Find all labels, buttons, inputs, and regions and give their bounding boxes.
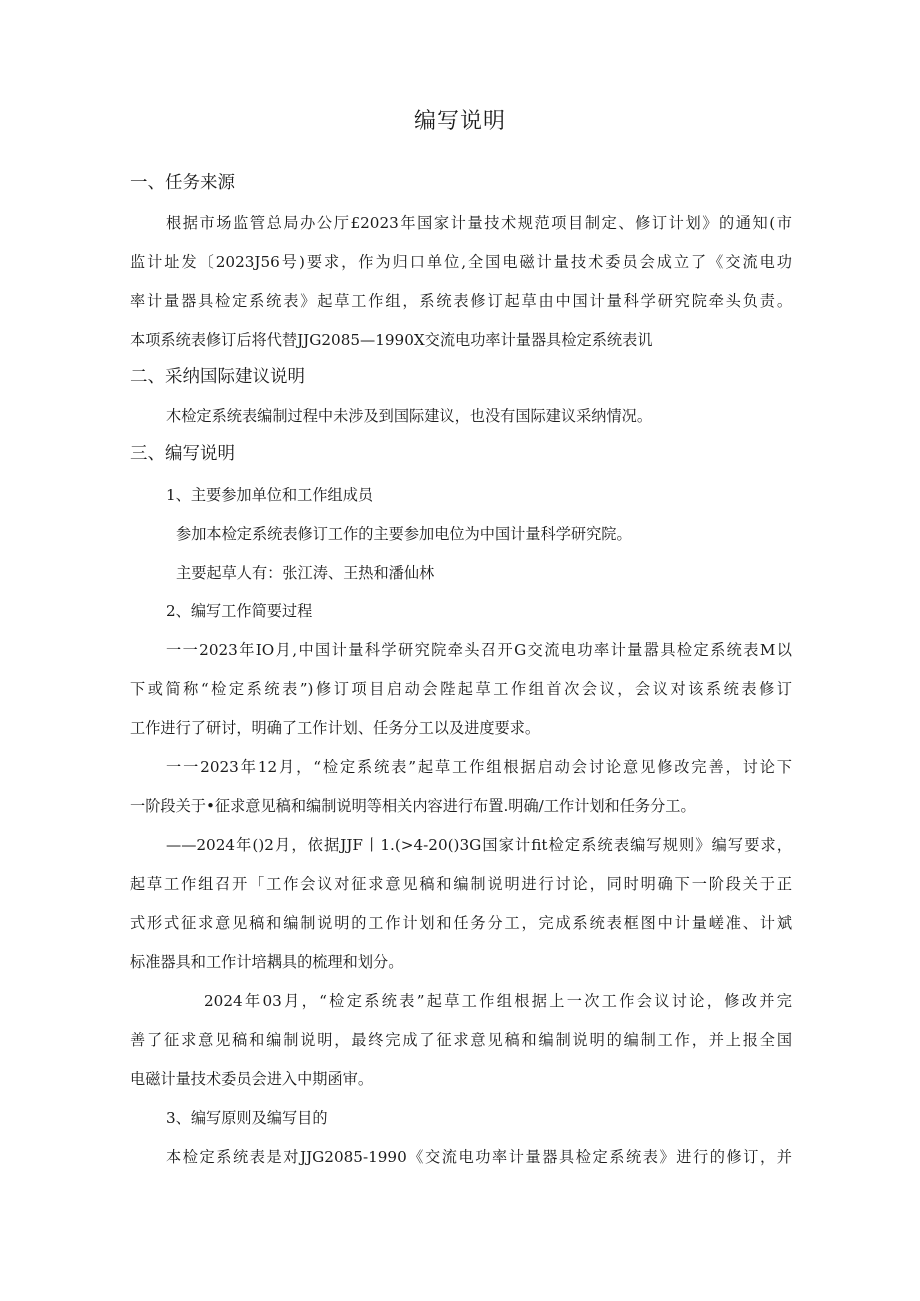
para-c-line-1: ——2024年()2月，依据JJF丨1.(>4-20()3G国家计fit检定系统表编写规则》编写要求， [166, 836, 792, 854]
section-1-heading: 一、任务来源 [130, 173, 235, 193]
para-a-line-3: 工作进行了研讨，明确了工作计划、任务分工以及进度要求。 [130, 719, 541, 737]
para-e-line-1: 本检定系统表是对JJG2085-1990《交流电功率计量器具检定系统表》进行的修订，并 [166, 1148, 792, 1166]
subsection-2-title: 2、编写工作简要过程 [166, 602, 313, 620]
subsection-1-line-1: 参加本检定系统表修订工作的主要参加电位为中国计量科学研究院。 [176, 525, 632, 543]
section-1-line-4: 本项系统表修订后将代替JJG2085—1990X交流电功率计量器具检定系统表讥 [130, 331, 653, 349]
section-2-heading: 二、采纳国际建议说明 [130, 367, 305, 387]
page-title: 编写说明 [413, 109, 506, 134]
para-c-line-2: 起草工作组召开「工作会议对征求意见稿和编制说明进行讨论，同时明确下一阶段关于正 [130, 875, 792, 893]
subsection-1-line-2: 主要起草人有：张江涛、王热和潘仙林 [176, 564, 435, 582]
para-d-line-1: 2024年03月，“检定系统表”起草工作组根据上一次工作会议讨论，修改并完 [204, 992, 792, 1010]
para-b-line-1: 一一2023年12月，“检定系统表”起草工作组根据启动会讨论意见修改完善，讨论下 [166, 758, 792, 776]
subsection-1-title: 1、主要参加单位和工作组成员 [166, 486, 374, 504]
subsection-3-title: 3、编写原则及编写目的 [166, 1109, 328, 1127]
section-1-line-3: 率计量器具检定系统表》起草工作组，系统表修订起草由中国计量科学研究院牵头负责。 [130, 292, 792, 310]
para-a-line-1: 一一2023年IO月,中国计量科学研究院牵头召开G交流电功率计量嚣具检定系统表M以 [166, 641, 792, 659]
section-1-line-1: 根据市场监管总局办公厅£2023年国家计量技术规范项目制定、修订计划》的通知(市 [166, 214, 792, 232]
para-d-line-3: 电磁计量技术委员会进入中期函审。 [130, 1070, 373, 1088]
para-c-line-4: 标准器具和工作计培耦具的梳理和划分。 [130, 953, 404, 971]
para-a-line-2: 下或简称“检定系统表”)修订项目启动会陛起草工作组首次会议，会议对该系统表修订 [130, 680, 792, 698]
para-d-line-2: 善了征求意见稿和编制说明，最终完成了征求意见稿和编制说明的编制工作，并上报全国 [130, 1031, 792, 1049]
para-b-line-2: 一阶段关于•征求意见稿和编制说明等相关内容进行布置.明确/工作计划和任务分工。 [130, 797, 696, 815]
para-c-line-3: 式形式征求意见稿和编制说明的工作计划和任务分工，完成系统表框图中计量嵯准、计斌 [130, 914, 792, 932]
section-1-line-2: 监计址发〔2023J56号)要求，作为归口单位,全国电磁计量技术委员会成立了《交流电功 [130, 253, 792, 271]
section-3-heading: 三、编写说明 [130, 444, 235, 464]
section-2-line-1: 木检定系统表编制过程中未涉及到国际建议，也没有国际建议采纳情况。 [166, 407, 652, 425]
